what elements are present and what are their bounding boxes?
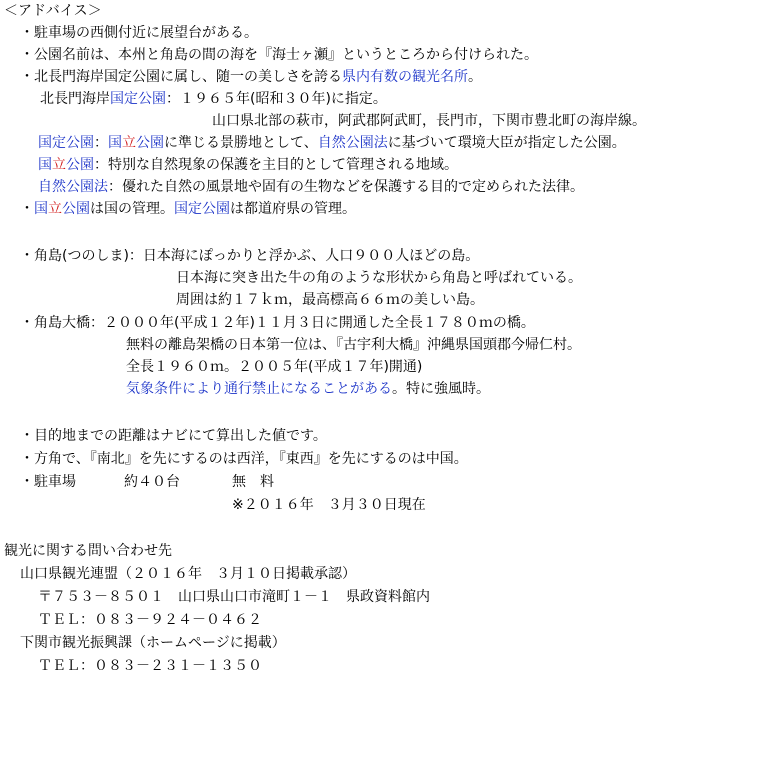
term-part: 公園 xyxy=(136,135,164,151)
definition-text: に準じる景勝地として、 xyxy=(164,135,318,151)
bullet-observation-deck: ・駐車場の西側付近に展望台がある。 xyxy=(20,25,258,41)
parking-label: ・駐車場 xyxy=(20,474,76,490)
colon: ： xyxy=(94,135,108,151)
closure-note: 。特に強風時。 xyxy=(392,381,490,397)
tsunoshima-line-3: 周囲は約１７ｋｍ，最高標高６６ｍの美しい島。 xyxy=(176,292,484,308)
bridge-line-2: 無料の離島架橋の日本第一位は、『古宇利大橋』沖縄県国頭郡今帰仁村。 xyxy=(126,337,581,353)
term-natural-parks-act: 自然公園法 xyxy=(317,135,388,151)
contact-heading: 観光に関する問い合わせ先 xyxy=(4,543,172,559)
bullet-mark: ・ xyxy=(20,201,34,217)
contact-org-2-tel: ＴＥＬ：０８３－２３１－１３５０ xyxy=(38,658,262,674)
definition-text: ：特別な自然現象の保護を主目的として管理される地域。 xyxy=(94,157,458,173)
bullet-park-name-origin: ・公園名前は、本州と角島の間の海を『海士ヶ瀬』というところから付けられた。 xyxy=(20,47,538,63)
bridge-line-1: ・角島大橋：２０００年(平成１２年)１１月３日に開通した全長１７８０ｍの橋。 xyxy=(20,315,535,331)
contact-org-1-tel: ＴＥＬ：０８３－９２４－０４６２ xyxy=(38,612,262,628)
bullet-quasi-national-park xyxy=(20,66,482,88)
bullet-text: は都道府県の管理。 xyxy=(230,201,356,217)
term-part-red: 立 xyxy=(48,201,62,217)
term-natural-parks-act: 自然公園法 xyxy=(38,179,108,195)
term-part: 公園 xyxy=(62,201,90,217)
park-type: 国定公園 xyxy=(110,91,166,107)
parking-fee: 無 料 xyxy=(232,474,274,490)
tsunoshima-line-2: 日本海に突き出た牛の角のような形状から角島と呼ばれている。 xyxy=(176,270,582,286)
definition-national-park xyxy=(38,154,458,176)
parking-count: 約４０台 xyxy=(124,474,180,490)
term-part: 公園 xyxy=(66,157,94,173)
contact-org-2: 下関市観光振興課（ホームページに掲載） xyxy=(20,635,286,651)
term-part-red: 立 xyxy=(122,135,136,151)
definition-text: ：優れた自然の風景地や固有の生物などを保護する目的で定められた法律。 xyxy=(108,179,584,195)
as-of-date: ※２０１６年 ３月３０日現在 xyxy=(232,497,426,513)
park-name: 北長門海岸 xyxy=(40,91,110,107)
bridge-line-3: 全長１９６０ｍ。２００５年(平成１７年)開通) xyxy=(126,359,423,375)
park-designation-date: ：１９６５年(昭和３０年)に指定。 xyxy=(166,91,387,107)
bullet-text: ・北長門海岸国定公園に属し、随一の美しさを誇る xyxy=(20,69,342,85)
highlight-tourist-spot: 県内有数の観光名所 xyxy=(342,69,468,85)
contact-org-1: 山口県観光連盟（２０１６年 ３月１０日掲載承認） xyxy=(20,566,356,582)
term-part: 国 xyxy=(38,157,52,173)
park-designation-line xyxy=(40,88,387,110)
advice-heading: ＜アドバイス＞ xyxy=(4,3,102,19)
definition-quasi-national-park xyxy=(38,132,626,154)
term-part-red: 立 xyxy=(52,157,66,173)
definition-text: に基づいて環境大臣が指定した公園。 xyxy=(387,135,626,151)
contact-org-1-address: 〒７５３－８５０１ 山口県山口市滝町１－１ 県政資料館内 xyxy=(38,589,430,605)
bullet-text: は国の管理。 xyxy=(90,201,174,217)
closure-warning: 気象条件により通行禁止になることがある xyxy=(126,381,392,397)
tsunoshima-line-1: ・角島(つのしま)：日本海にぽっかりと浮かぶ、人口９００人ほどの島。 xyxy=(20,248,480,264)
bullet-park-management xyxy=(20,198,356,220)
term-part: 国 xyxy=(34,201,48,217)
term-quasi-national-park: 国定公園 xyxy=(174,201,230,217)
bridge-line-4 xyxy=(126,378,490,400)
bullet-text-end: 。 xyxy=(468,69,482,85)
park-area-line: 山口県北部の萩市，阿武郡阿武町，長門市，下関市豊北町の海岸線。 xyxy=(212,113,646,129)
direction-note: ・方角で、『南北』を先にするのは西洋，『東西』を先にするのは中国。 xyxy=(20,451,468,467)
term-quasi-national-park: 国定公園 xyxy=(38,135,94,151)
term-part: 国 xyxy=(108,135,122,151)
distance-note: ・目的地までの距離はナビにて算出した値です。 xyxy=(20,428,327,444)
definition-natural-parks-act xyxy=(38,176,584,198)
